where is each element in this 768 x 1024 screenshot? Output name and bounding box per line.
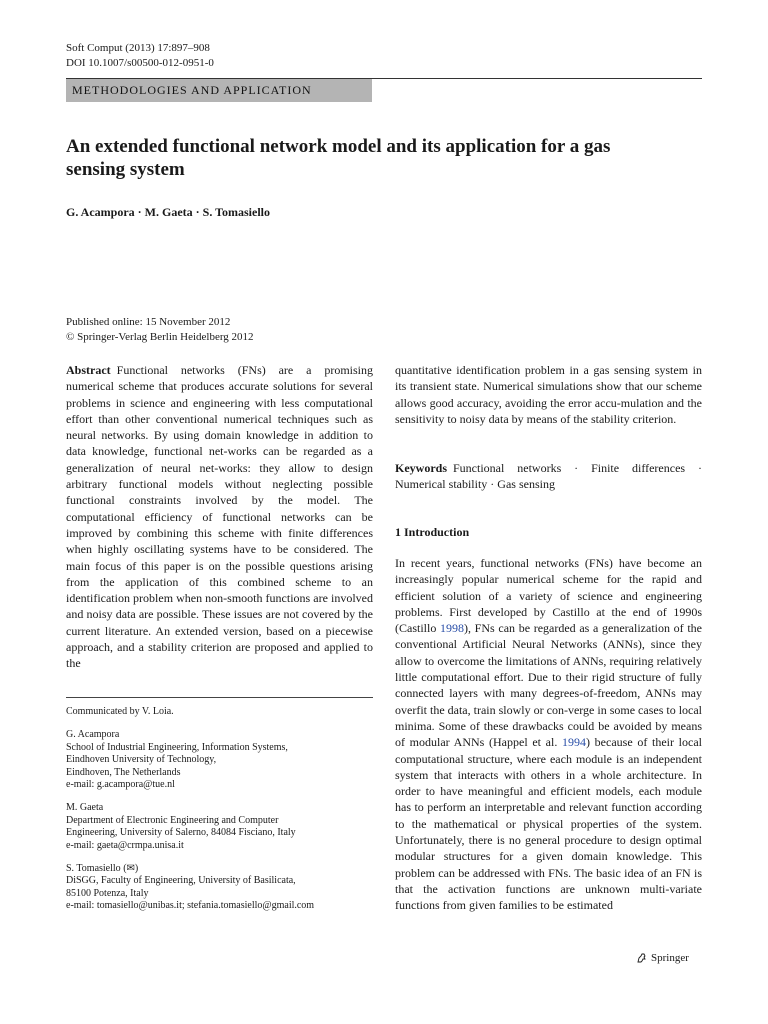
abstract-continuation: quantitative identification problem in a gas sensing system in its transient state. Numerical simulations show that our scheme allows good accuracy, avoiding the error accu-mulation and the sensitivity to noisy data by means of the stability criterion. (395, 363, 702, 426)
email-link[interactable]: e-mail: tomasiello@unibas.it; stefania.tomasiello@gmail.com (66, 900, 315, 912)
section-heading-introduction: 1 Introduction (395, 525, 470, 539)
affiliation-tomasiello: S. Tomasiello (✉) DiSGG, Faculty of Engineering, University of Basilicata, 85100 Potenza, Italy e-mail: tomasiello@unibas.it; stefania.tomasiello@gmail.com (66, 863, 373, 913)
keywords-text: Functional networks · Finite differences · Numerical stability · Gas sensing (395, 461, 702, 492)
citation-link[interactable]: 1994 (562, 735, 587, 750)
footnotes (66, 706, 373, 924)
journal-header (66, 41, 214, 71)
publisher-logo (636, 952, 689, 964)
journal-citation: Soft Comput (2013) 17:897–908 (66, 42, 210, 54)
footnote-rule (66, 697, 373, 698)
keywords (395, 460, 702, 493)
envelope-icon: ✉ (126, 863, 135, 875)
publication-info (66, 315, 254, 345)
introduction-text: In recent years, functional networks (FNs) have become an increasingly popular numerical scheme for the rapid and efficient solution of a variety of science and engineering problems. First developed by Castillo at the end of 1990s (Castillo 1998), FNs can be regarded as a generalization of the conventional Artificial Neural Networks (ANNs), since they allow to overcome the limitations of ANNs, requiring relatively little computational effort. Due to their rigid structure of fully connected layers with many degrees-of-freedom, ANNs may overfit the data, train slowly or con-verge in some cases to local minima. Some of these drawbacks could be avoided by means of modular ANNs (Happel et al. 1994) because of their local computational structure, where each module is an independent system that interacts with others in a whole architecture. In order to have meaningful and efficient models, each module has to perform an interpretable and relevant function according to the mathematical or physical properties of the system. Unfortunately, there is no general procedure to design optimal modular structures for a given domain knowledge. This problem can be addressed with FNs. The basic idea of an FN is that the activation functions are unknown multi-variate functions from given families to be estimated (395, 556, 703, 913)
keywords-label: Keywords (395, 461, 447, 475)
copyright: © Springer-Verlag Berlin Heidelberg 2012 (66, 331, 254, 343)
affiliation-gaeta: M. Gaeta Department of Electronic Engineering and Computer Engineering, University of Salerno, 84084 Fisciano, Italy e-mail: gaeta@crmpa.unisa.it (66, 802, 373, 852)
citation-link[interactable]: 1998 (440, 621, 465, 636)
publisher-name: Springer (651, 952, 689, 964)
author-list: G. Acampora · M. Gaeta · S. Tomasiello (66, 205, 270, 219)
affiliation-acampora: G. Acampora School of Industrial Engineering, Information Systems, Eindhoven University of Technology, Eindhoven, The Netherlands e-mail: g.acampora@tue.nl (66, 729, 373, 791)
paper-title: An extended functional network model and its application for a gas sensing system (66, 136, 611, 180)
email-link[interactable]: e-mail: gaeta@crmpa.unisa.it (66, 839, 184, 851)
abstract (66, 362, 373, 672)
abstract-text: Functional networks (FNs) are a promising numerical scheme that produces accurate solutions for several problems in science and engineering with less computational effort than other conventional numerical techniques such as neural networks. By using domain knowledge in addition to data knowledge, functional net-works can be regarded as a generalization of neural net-works: they allow to design arbitrary functional models without neglecting possible functional constraints involved by the model. The computational efficiency of functional networks can be improved by combining this scheme with finite differences when highly oscillating systems have to be considered. The main focus of this paper is on the possible questions arising from the application of this combined scheme to an identification problem when non-smooth functions are involved and noisy data are possible. These issues are not covered by the current literature. An extended version, based on a piecewise approach, and a stability criterion are proposed and applied to the (66, 363, 373, 671)
email-link[interactable]: e-mail: g.acampora@tue.nl (66, 779, 175, 791)
springer-horse-icon (636, 952, 648, 964)
doi: DOI 10.1007/s00500-012-0951-0 (66, 57, 214, 69)
published-date: Published online: 15 November 2012 (66, 316, 231, 328)
communicated-by: Communicated by V. Loia. (66, 706, 174, 717)
abstract-label: Abstract (66, 363, 111, 377)
section-banner: METHODOLOGIES AND APPLICATION (66, 79, 372, 102)
